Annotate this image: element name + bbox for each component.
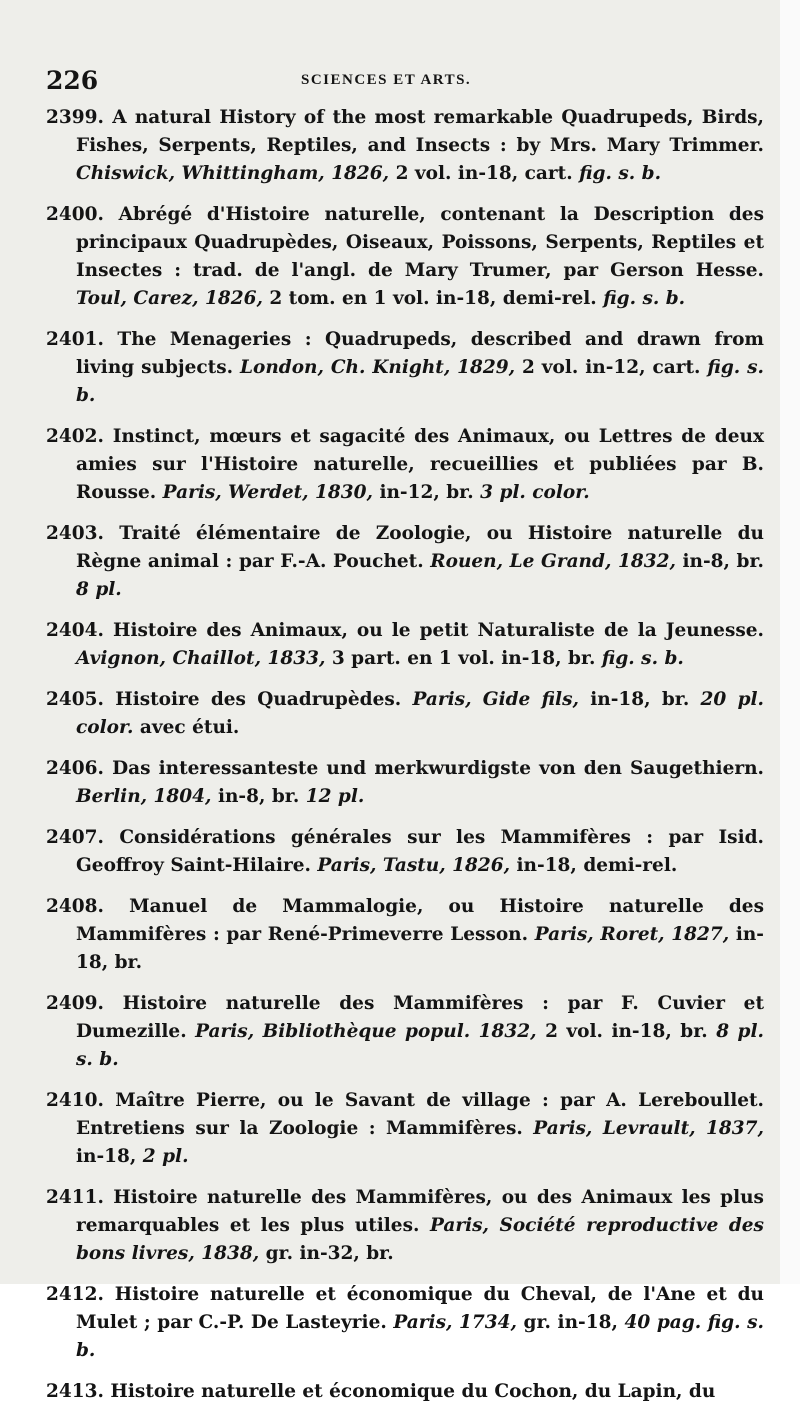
entry-number: 2402. <box>46 426 104 447</box>
entry-title: Abrégé d'Histoire naturelle, contenant la Description des principaux Quadrupèdes, Oiseaux, Poissons, Serpents, Reptiles et Insectes : trad. de l'angl. de Mary Trumer, par Gerson Hesse. <box>76 204 764 281</box>
entry-publication: Paris, Société reproductive des bons livres, 1838, <box>76 1215 764 1264</box>
catalogue-entry <box>46 893 764 977</box>
entry-note: 40 pag. fig. s. b. <box>76 1312 764 1361</box>
entry-format: in-18, demi-rel. <box>516 855 678 876</box>
entry-number: 2403. <box>46 523 104 544</box>
page-number: 226 <box>46 66 99 95</box>
entry-number: 2407. <box>46 827 104 848</box>
catalogue-entry <box>46 1087 764 1171</box>
entry-number: 2409. <box>46 993 104 1014</box>
entry-number: 2408. <box>46 896 104 917</box>
entry-publication: Paris, Tastu, 1826, <box>317 855 511 876</box>
entry-extra: avec étui. <box>139 717 240 738</box>
entry-number: 2406. <box>46 758 104 779</box>
entry-format: 2 vol. in-18, br. <box>545 1021 708 1042</box>
entry-publication: Paris, 1734, <box>393 1312 517 1333</box>
catalogue-entry <box>46 755 764 811</box>
catalogue-entry <box>46 824 764 880</box>
entry-number: 2412. <box>46 1284 104 1305</box>
entry-note: 2 pl. <box>142 1146 189 1167</box>
entry-publication: Paris, Gide fils, <box>412 689 579 710</box>
entry-publication: Toul, Carez, 1826, <box>76 288 263 309</box>
entry-format: in-18, br. <box>590 689 690 710</box>
entry-format: in-18, br. <box>76 924 764 973</box>
entry-title: Maître Pierre, ou le Savant de village : par A. Lereboullet. Entretiens sur la Zoologie : Mammifères. <box>76 1090 764 1139</box>
entry-number: 2413. <box>46 1381 104 1402</box>
page-header <box>46 66 760 96</box>
right-margin <box>780 0 800 1284</box>
catalogue-entry <box>46 990 764 1074</box>
entry-format: in-18, <box>76 1146 137 1167</box>
entry-format: 2 vol. in-18, cart. <box>395 163 573 184</box>
entry-note: fig. s. b. <box>579 163 662 184</box>
entry-format: gr. in-18, <box>523 1312 618 1333</box>
entry-format: 2 tom. en 1 vol. in-18, demi-rel. <box>269 288 597 309</box>
catalogue-entry <box>46 423 764 507</box>
entry-number: 2411. <box>46 1187 104 1208</box>
catalogue-entry <box>46 201 764 313</box>
catalogue-entries <box>46 104 764 1419</box>
entry-note: 20 pl. color. <box>76 689 764 738</box>
entry-title: Histoire des Animaux, ou le petit Naturaliste de la Jeunesse. <box>113 620 764 641</box>
catalogue-entry <box>46 326 764 410</box>
catalogue-entry <box>46 1281 764 1365</box>
catalogue-entry <box>46 520 764 604</box>
entry-publication: Avignon, Chaillot, 1833, <box>76 648 326 669</box>
entry-title: Histoire des Quadrupèdes. <box>115 689 402 710</box>
entry-number: 2400. <box>46 204 104 225</box>
entry-number: 2399. <box>46 107 104 128</box>
running-head: SCIENCES ET ARTS. <box>301 72 472 88</box>
entry-format: gr. in-32, br. <box>265 1243 394 1264</box>
entry-format: 3 part. en 1 vol. in-18, br. <box>331 648 596 669</box>
entry-publication: Rouen, Le Grand, 1832, <box>430 551 676 572</box>
entry-publication: London, Ch. Knight, 1829, <box>239 357 516 378</box>
entry-note: fig. s. b. <box>601 648 684 669</box>
entry-number: 2401. <box>46 329 104 350</box>
entry-title: A natural History of the most remarkable Quadrupeds, Birds, Fishes, Serpents, Reptiles, and Insects : by Mrs. Mary Trimmer. <box>76 107 764 156</box>
entry-title: Histoire naturelle et économique du Cochon, du Lapin, du <box>110 1381 716 1402</box>
entry-format: in-12, br. <box>379 482 474 503</box>
entry-publication: Paris, Bibliothèque popul. 1832, <box>195 1021 537 1042</box>
catalogue-entry <box>46 1184 764 1268</box>
entry-title: Considérations générales sur les Mammifères : par Isid. Geoffroy Saint-Hilaire. <box>76 827 764 876</box>
entry-title: The Menageries : Quadrupeds, described and drawn from living subjects. <box>76 329 764 378</box>
entry-note: 12 pl. <box>305 786 365 807</box>
entry-number: 2404. <box>46 620 104 641</box>
entry-format: 2 vol. in-12, cart. <box>522 357 701 378</box>
entry-title: Das interessanteste und merkwurdigste von den Saugethiern. <box>112 758 764 779</box>
entry-format: in-8, br. <box>217 786 300 807</box>
entry-note: 8 pl. s. b. <box>76 1021 764 1070</box>
entry-format: in-8, br. <box>682 551 764 572</box>
entry-note: fig. s. b. <box>603 288 686 309</box>
entry-title: Manuel de Mammalogie, ou Histoire naturelle des Mammifères : par René-Primeverre Lesson. <box>76 896 764 945</box>
entry-title: Instinct, mœurs et sagacité des Animaux, ou Lettres de deux amies sur l'Histoire naturelle, recueillies et publiées par B. Rousse. <box>76 426 764 503</box>
catalogue-entry <box>46 617 764 673</box>
entry-publication: Paris, Werdet, 1830, <box>162 482 373 503</box>
entry-publication: Paris, Roret, 1827, <box>534 924 730 945</box>
entry-title: Traité élémentaire de Zoologie, ou Histoire naturelle du Règne animal : par F.-A. Pouchet. <box>76 523 764 572</box>
entry-note: 8 pl. <box>76 579 122 600</box>
entry-title: Histoire naturelle et économique du Cheval, de l'Ane et du Mulet ; par C.-P. De Lasteyrie. <box>76 1284 764 1333</box>
entry-number: 2405. <box>46 689 104 710</box>
entry-publication: Berlin, 1804, <box>76 786 212 807</box>
catalogue-entry <box>46 686 764 742</box>
entry-title: Histoire naturelle des Mammifères : par F. Cuvier et Dumezille. <box>76 993 764 1042</box>
catalogue-entry <box>46 1378 764 1406</box>
entry-publication: Paris, Levrault, 1837, <box>533 1118 764 1139</box>
entry-number: 2410. <box>46 1090 104 1111</box>
catalogue-entry <box>46 104 764 188</box>
entry-publication: Chiswick, Whittingham, 1826, <box>76 163 390 184</box>
entry-note: 3 pl. color. <box>480 482 590 503</box>
entry-note: fig. s. b. <box>76 357 764 406</box>
entry-title: Histoire naturelle des Mammifères, ou des Animaux les plus remarquables et les plus utiles. <box>76 1187 764 1236</box>
